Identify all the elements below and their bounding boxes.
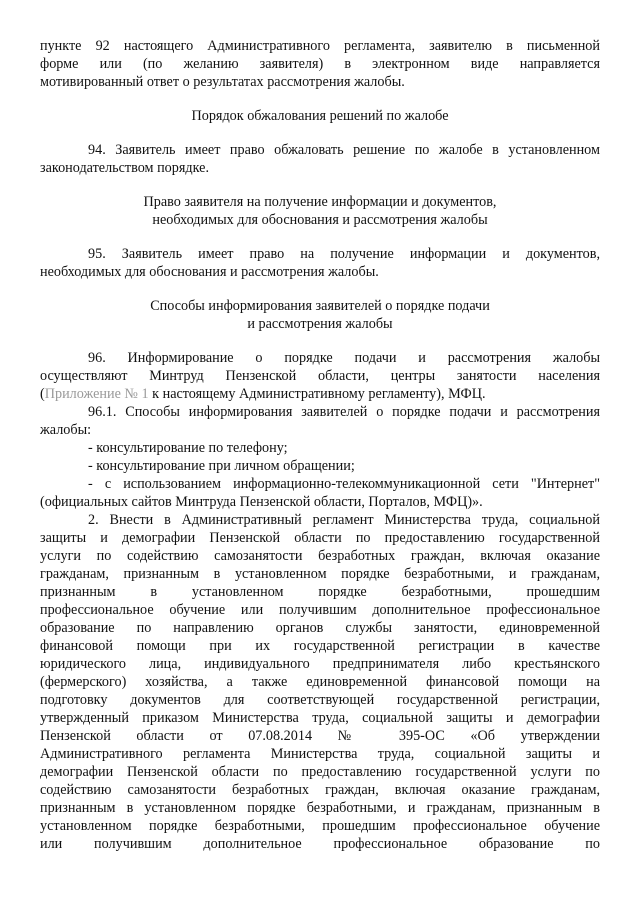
text-line: профессиональное обучение или получившим дополнительное профессиональное — [40, 602, 600, 618]
text-line — [40, 386, 600, 402]
text-line: признанным в установленном порядке безработными, и гражданам, признанным в — [40, 800, 600, 816]
text-line: признанным в установленном порядке безработными, прошедшим — [40, 584, 600, 600]
text-line: мотивированный ответ о результатах рассмотрения жалобы. — [40, 74, 405, 90]
text-line: установленном порядке безработными, прошедшим профессиональное обучение — [40, 818, 600, 834]
text-line: осуществляют Минтруд Пензенской области, центры занятости населения — [40, 368, 600, 384]
text-line: необходимых для обоснования и рассмотрения жалобы. — [40, 264, 379, 280]
text-line: подготовку документов для соответствующей государственной регистрации, — [40, 692, 600, 708]
list-item: - с использованием информационно-телекоммуникационной сети "Интернет" — [88, 476, 600, 492]
text-line: форме или (по желанию заявителя) в электронном виде направляется — [40, 56, 600, 72]
section-heading: Способы информирования заявителей о порядке подачи — [150, 298, 490, 314]
list-item: (официальных сайтов Минтруда Пензенской области, Порталов, МФЦ)». — [40, 494, 483, 510]
section-heading: Право заявителя на получение информации и документов, — [143, 194, 497, 210]
text-line: услуги по содействию самозанятости безработных граждан, включая оказание — [40, 548, 600, 564]
text-line: 96.1. Способы информирования заявителей о порядке подачи и рассмотрения — [88, 404, 600, 420]
text-line: 94. Заявитель имеет право обжаловать решение по жалобе в установленном — [88, 142, 600, 158]
text-line: юридического лица, индивидуального предпринимателя либо крестьянского — [40, 656, 600, 672]
text-fragment: к настоящему Административному регламенту), МФЦ. — [148, 386, 486, 402]
text-line: Административного регламента Министерства труда, социальной защиты и — [40, 746, 600, 762]
list-item: - консультирование при личном обращении; — [88, 458, 355, 474]
text-line: 95. Заявитель имеет право на получение информации и документов, — [88, 246, 600, 262]
text-line: пункте 92 настоящего Административного регламента, заявителю в письменной — [40, 38, 600, 54]
text-line: содействию самозанятости безработных граждан, включая оказание гражданам, — [40, 782, 600, 798]
text-line: защиты и демографии Пензенской области по предоставлению государственной — [40, 530, 600, 546]
text-line: утвержденный приказом Министерства труда, социальной защиты и демографии — [40, 710, 600, 726]
text-line: финансовой помощи при их государственной регистрации в качестве — [40, 638, 600, 654]
text-line: или получившим дополнительное профессиональное образование по — [40, 836, 600, 852]
text-line: демографии Пензенской области по предоставлению государственной услуги по — [40, 764, 600, 780]
text-line: 96. Информирование о порядке подачи и рассмотрения жалобы — [88, 350, 600, 366]
text-line: 2. Внести в Административный регламент Министерства труда, социальной — [88, 512, 600, 528]
section-heading: необходимых для обоснования и рассмотрения жалобы — [152, 212, 488, 228]
appendix-link[interactable]: Приложение № 1 — [44, 386, 149, 402]
text-line: законодательством порядке. — [40, 160, 209, 176]
text-line: жалобы: — [40, 422, 92, 438]
text-line: Пензенской области от 07.08.2014 № 395-ОС «Об утверждении — [40, 728, 600, 744]
text-line: гражданам, признанным в установленном порядке безработными, и гражданам, — [40, 566, 600, 582]
section-heading: и рассмотрения жалобы — [247, 316, 393, 332]
paren-open: ( — [40, 386, 45, 402]
section-heading: Порядок обжалования решений по жалобе — [191, 108, 449, 124]
text-line: образование по направлению органов службы занятости, единовременной — [40, 620, 600, 636]
text-line: (фермерского) хозяйства, а также единовременной финансовой помощи на — [40, 674, 600, 690]
list-item: - консультирование по телефону; — [88, 440, 288, 456]
